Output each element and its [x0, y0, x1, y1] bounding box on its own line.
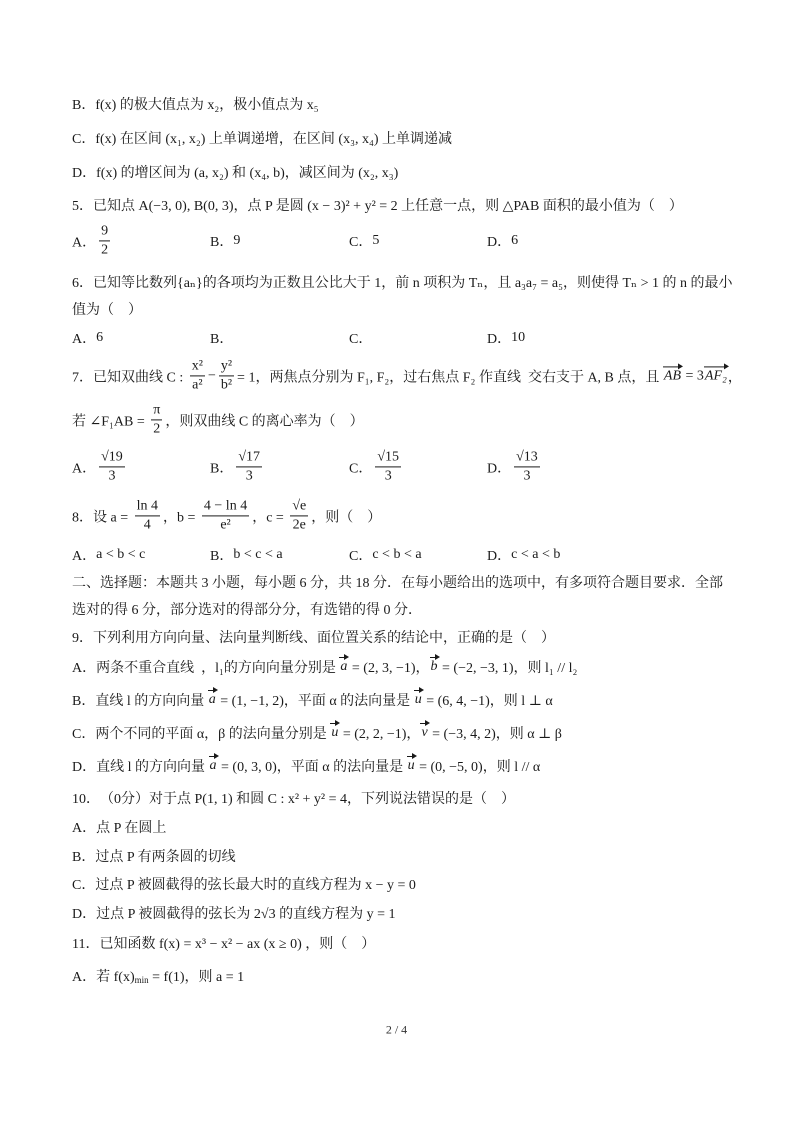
question-text: 值为（ ） [72, 303, 142, 318]
q8-option-d [487, 545, 560, 565]
q5-stem [72, 195, 683, 215]
q6-stem-line1 [72, 272, 733, 292]
question-number: 11． [72, 937, 100, 952]
q6-option-c [349, 328, 372, 348]
q8-stem [72, 498, 381, 533]
fraction [151, 402, 162, 437]
vector: AB [663, 368, 681, 383]
question-text: ，则（ ） [311, 510, 382, 525]
section-text: 选对的得 6 分，部分选对的得部分分，有选错的得 0 分． [72, 603, 422, 618]
page-number: 2 / 4 [385, 1022, 408, 1037]
vector: v [421, 725, 428, 740]
section-heading-line1 [72, 572, 723, 592]
question-text: = 3 [682, 368, 704, 383]
question-text: 已知双曲线 C : [93, 370, 187, 385]
question-text: （0分）对于点 P(1, 1) 和圆 C : x² + y² = 4，下列说法错误的是（ ） [100, 792, 516, 807]
option-value: 5 [372, 233, 380, 248]
denominator: e² [220, 517, 231, 533]
option-text: = (−2, −3, 1)，则 l₁ // l₂ [438, 661, 578, 676]
question-text: = 1，两焦点分别为 F₁, F₂，过右焦点 F₂ 作直线 交右支于 A, B 点，且 [237, 370, 663, 385]
question-number: 10． [72, 792, 100, 807]
question-text: ，b = [163, 510, 199, 525]
option-label: C． [349, 332, 373, 347]
q5-option-b [210, 231, 240, 251]
q6-option-d [487, 328, 525, 348]
numerator: 9 [99, 223, 110, 241]
q10-option-c [72, 874, 416, 894]
option-text: f(x) 在区间 (x₁, x₂) 上单调递增，在区间 (x₃, x₄) 上单调递减 [95, 132, 453, 147]
numerator: π [151, 402, 162, 420]
option-text: = f(1)，则 a = 1 [148, 970, 245, 985]
vector: AF₂ [704, 368, 727, 383]
vector: a [340, 659, 348, 674]
option-label: B． [210, 549, 234, 564]
fraction [99, 223, 110, 258]
denominator: 2e [292, 517, 306, 533]
option-label: C． [72, 727, 96, 742]
vector: u [407, 758, 415, 773]
option-text: = (0, −5, 0)，则 l // α [415, 760, 541, 775]
option-label: A． [72, 549, 97, 564]
q5-option-a [72, 223, 113, 258]
q10-option-a [72, 817, 166, 837]
option-text: = (1, −1, 2)，平面 α 的法向量是 [216, 694, 414, 709]
option-label: D． [72, 760, 97, 775]
q11-stem [72, 933, 375, 953]
option-text: = (6, 4, −1)，则 l ⊥ α [422, 694, 553, 709]
question-text: 已知函数 f(x) = x³ − x² − ax (x ≥ 0) ，则（ ） [99, 937, 376, 952]
denominator: 3 [384, 468, 392, 484]
question-text: 已知等比数列{aₙ}的各项均为正数且公比大于 1，前 n 项积为 Tₙ，且 a₃a₇ = a₅，则使得 Tₙ > 1 的 n 的最小 [93, 276, 733, 291]
fraction [190, 358, 205, 393]
option-label: A． [72, 821, 97, 836]
section-text: 二、选择题：本题共 3 小题，每小题 6 分，共 18 分．在每小题给出的选项中，有多项符合题目要求．全部 [72, 576, 723, 591]
q9-stem [72, 627, 555, 647]
option-label: A． [72, 235, 97, 250]
numerator: √15 [375, 449, 401, 467]
option-text: 若 f(x) [96, 970, 135, 985]
option-text: = (−3, 4, 2)，则 α ⊥ β [428, 727, 562, 742]
option-label: A． [72, 661, 97, 676]
option-label: A． [72, 970, 97, 985]
option-label: D． [487, 549, 512, 564]
option-value: 6 [96, 330, 104, 345]
section-heading-line2 [72, 599, 422, 619]
option-text: = (2, 2, −1)， [339, 727, 421, 742]
q8-option-a [72, 545, 145, 565]
fraction [202, 498, 249, 533]
q10-option-b [72, 846, 236, 866]
fraction [219, 358, 234, 393]
option-label: D． [72, 907, 97, 922]
option-label: B． [210, 461, 234, 476]
q9-option-d [72, 756, 540, 776]
q4-option-c [72, 128, 452, 148]
option-text: f(x) 的极大值点为 x₂，极小值点为 x₅ [95, 98, 319, 113]
numerator: √e [290, 498, 308, 516]
fraction [290, 498, 308, 533]
option-label: A． [72, 461, 97, 476]
option-text: 直线 l 的方向向量 [96, 760, 209, 775]
q7-stem-line2 [72, 402, 364, 437]
option-label: B． [210, 332, 234, 347]
q7-option-d [487, 449, 543, 484]
q7-stem-line1 [72, 358, 742, 393]
denominator: 3 [523, 468, 531, 484]
question-number: 8． [72, 510, 93, 525]
q7-option-a [72, 449, 128, 484]
denominator: 3 [108, 468, 116, 484]
option-text: 过点 P 被圆截得的弦长最大时的直线方程为 x − y = 0 [95, 878, 416, 893]
question-text: ，则双曲线 C 的离心率为（ ） [165, 414, 364, 429]
option-label: C． [72, 132, 96, 147]
option-text: 直线 l 的方向向量 [95, 694, 208, 709]
question-number: 7． [72, 370, 93, 385]
question-text: 设 a = [93, 510, 132, 525]
option-label: D． [487, 235, 512, 250]
option-label: D． [487, 332, 512, 347]
vector: a [209, 758, 217, 773]
q7-option-b [210, 449, 265, 484]
numerator: √17 [236, 449, 262, 467]
denominator: 3 [245, 468, 253, 484]
vector: a [208, 692, 216, 707]
option-label: C． [349, 235, 373, 250]
q11-option-a [72, 966, 244, 986]
q8-option-b [210, 545, 283, 565]
fraction [514, 449, 540, 484]
option-text: 过点 P 有两条圆的切线 [95, 850, 236, 865]
option-value: b < c < a [233, 547, 283, 562]
vector: b [430, 659, 438, 674]
vector: u [331, 725, 339, 740]
option-value: 6 [511, 233, 519, 248]
fraction [99, 449, 125, 484]
option-text: 点 P 在圆上 [96, 821, 167, 836]
option-text: f(x) 的增区间为 (a, x₂) 和 (x₄, b)，减区间为 (x₂, x₃) [96, 166, 399, 181]
denominator: b² [220, 377, 233, 393]
question-number: 5． [72, 199, 93, 214]
numerator: √19 [99, 449, 125, 467]
q5-option-d [487, 231, 518, 251]
option-label: D． [487, 461, 512, 476]
option-label: C． [349, 461, 373, 476]
fraction [375, 449, 401, 484]
subscript: min [134, 975, 149, 985]
option-text: 过点 P 被圆截得的弦长为 2√3 的直线方程为 y = 1 [96, 907, 396, 922]
option-value: 9 [233, 233, 241, 248]
q4-option-b [72, 94, 319, 114]
denominator: 2 [101, 242, 109, 258]
numerator: 4 − ln 4 [202, 498, 249, 516]
option-label: B． [72, 694, 96, 709]
numerator: y² [219, 358, 234, 376]
q5-option-c [349, 231, 379, 251]
q8-option-c [349, 545, 422, 565]
denominator: a² [192, 377, 203, 393]
numerator: ln 4 [135, 498, 160, 516]
q9-option-c [72, 723, 562, 743]
option-label: B． [72, 850, 96, 865]
option-text: 两个不同的平面 α，β 的法向量分别是 [95, 727, 331, 742]
question-text: ， [727, 370, 742, 385]
fraction [236, 449, 262, 484]
option-value: c < a < b [511, 547, 561, 562]
question-text: 若 ∠F₁AB = [72, 414, 149, 429]
option-label: B． [210, 235, 234, 250]
option-label: B． [72, 98, 96, 113]
denominator: 4 [143, 517, 151, 533]
option-text: 两条不重合直线 ，l₁的方向向量分别是 [96, 661, 340, 676]
question-text: ，c = [252, 510, 288, 525]
denominator: 2 [153, 421, 161, 437]
numerator: x² [190, 358, 205, 376]
q10-option-d [72, 903, 395, 923]
q7-option-c [349, 449, 404, 484]
question-number: 9． [72, 631, 93, 646]
minus-sign: − [207, 368, 216, 383]
option-text: = (0, 3, 0)，平面 α 的法向量是 [217, 760, 407, 775]
numerator: √13 [514, 449, 540, 467]
option-value: a < b < c [96, 547, 146, 562]
question-number: 6． [72, 276, 93, 291]
q6-stem-line2 [72, 299, 142, 319]
option-label: C． [72, 878, 96, 893]
q6-option-a [72, 328, 103, 348]
q9-option-a [72, 657, 577, 677]
fraction [135, 498, 160, 533]
option-label: C． [349, 549, 373, 564]
option-value: 10 [511, 330, 526, 345]
option-value: c < b < a [372, 547, 422, 562]
q4-option-d [72, 162, 398, 182]
q6-option-b [210, 328, 233, 348]
option-label: A． [72, 332, 97, 347]
vector: u [414, 692, 422, 707]
question-text: 下列利用方向向量、法向量判断线、面位置关系的结论中，正确的是（ ） [93, 631, 555, 646]
q10-stem [72, 788, 515, 808]
question-text: 已知点 A(−3, 0), B(0, 3)，点 P 是圆 (x − 3)² + y² = 2 上任意一点，则 △PAB 面积的最小值为（ ） [93, 199, 683, 214]
option-label: D． [72, 166, 97, 181]
q9-option-b [72, 690, 553, 710]
option-text: = (2, 3, −1)， [348, 661, 430, 676]
